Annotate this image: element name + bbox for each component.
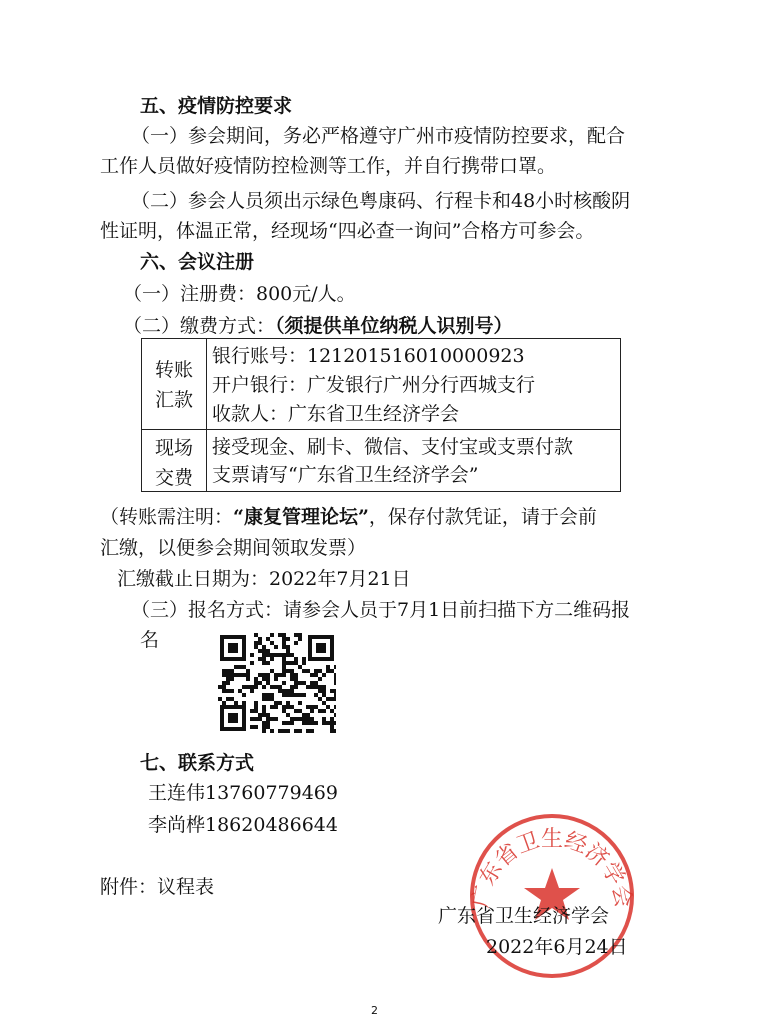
transfer-label: 转账 汇款 — [154, 359, 193, 411]
section5-p2-line1: （二）参会人员须出示绿色粤康码、行程卡和48小时核酸阴 — [131, 190, 631, 212]
registration-method-line1: （三）报名方式：请参会人员于7月1日前扫描下方二维码报 — [131, 599, 631, 621]
section5-heading: 五、疫情防控要求 — [140, 95, 293, 117]
onsite-methods: 接受现金、刷卡、微信、支付宝或支票付款 — [212, 436, 574, 458]
bank-name: 开户银行：广发银行广州分行西城支行 — [212, 374, 536, 396]
payment-deadline: 汇缴截止日期为：2022年7月21日 — [117, 568, 411, 590]
cheque-note: 支票请写“广东省卫生经济学会” — [212, 464, 479, 486]
section6-heading: 六、会议注册 — [140, 251, 255, 273]
contact-1: 王连伟13760779469 — [148, 782, 338, 804]
registration-qr-code[interactable] — [218, 633, 336, 733]
section7-heading: 七、联系方式 — [140, 752, 255, 774]
registration-fee: （一）注册费：800元/人。 — [123, 283, 356, 305]
section5-p1-line2: 工作人员做好疫情防控检测等工作，并自行携带口罩。 — [100, 155, 557, 177]
bank-account: 银行账号：121201516010000923 — [212, 345, 525, 367]
attachment-label: 附件：议程表 — [100, 876, 215, 898]
section5-p1-line1: （一）参会期间，务必严格遵守广州市疫情防控要求，配合 — [131, 125, 626, 147]
registration-method-line2: 名 — [140, 629, 160, 651]
section5-p2-line2: 性证明，体温正常，经现场“四必查一询问”合格方可参会。 — [100, 220, 595, 242]
page-number: 2 — [371, 1004, 378, 1017]
payment-method — [123, 314, 513, 338]
contact-2: 李尚桦18620486644 — [148, 814, 338, 836]
payment-method-label: （二）缴费方式： — [123, 315, 276, 337]
onsite-label: 现场 交费 — [154, 437, 193, 489]
payment-method-note: （须提供单位纳税人识别号） — [275, 315, 513, 337]
transfer-note-line2: 汇缴，以便参会期间领取发票） — [100, 537, 367, 559]
signature-org: 广东省卫生经济学会 — [438, 905, 610, 927]
svg-text:广东省卫生经济学会: 广东省卫生经济学会 — [468, 827, 636, 910]
signature-date: 2022年6月24日 — [486, 936, 628, 958]
payee: 收款人：广东省卫生经济学会 — [212, 403, 460, 425]
payment-table — [141, 338, 621, 492]
transfer-note-line1: （转账需注明：“康复管理论坛”，保存付款凭证，请于会前 — [100, 506, 597, 528]
